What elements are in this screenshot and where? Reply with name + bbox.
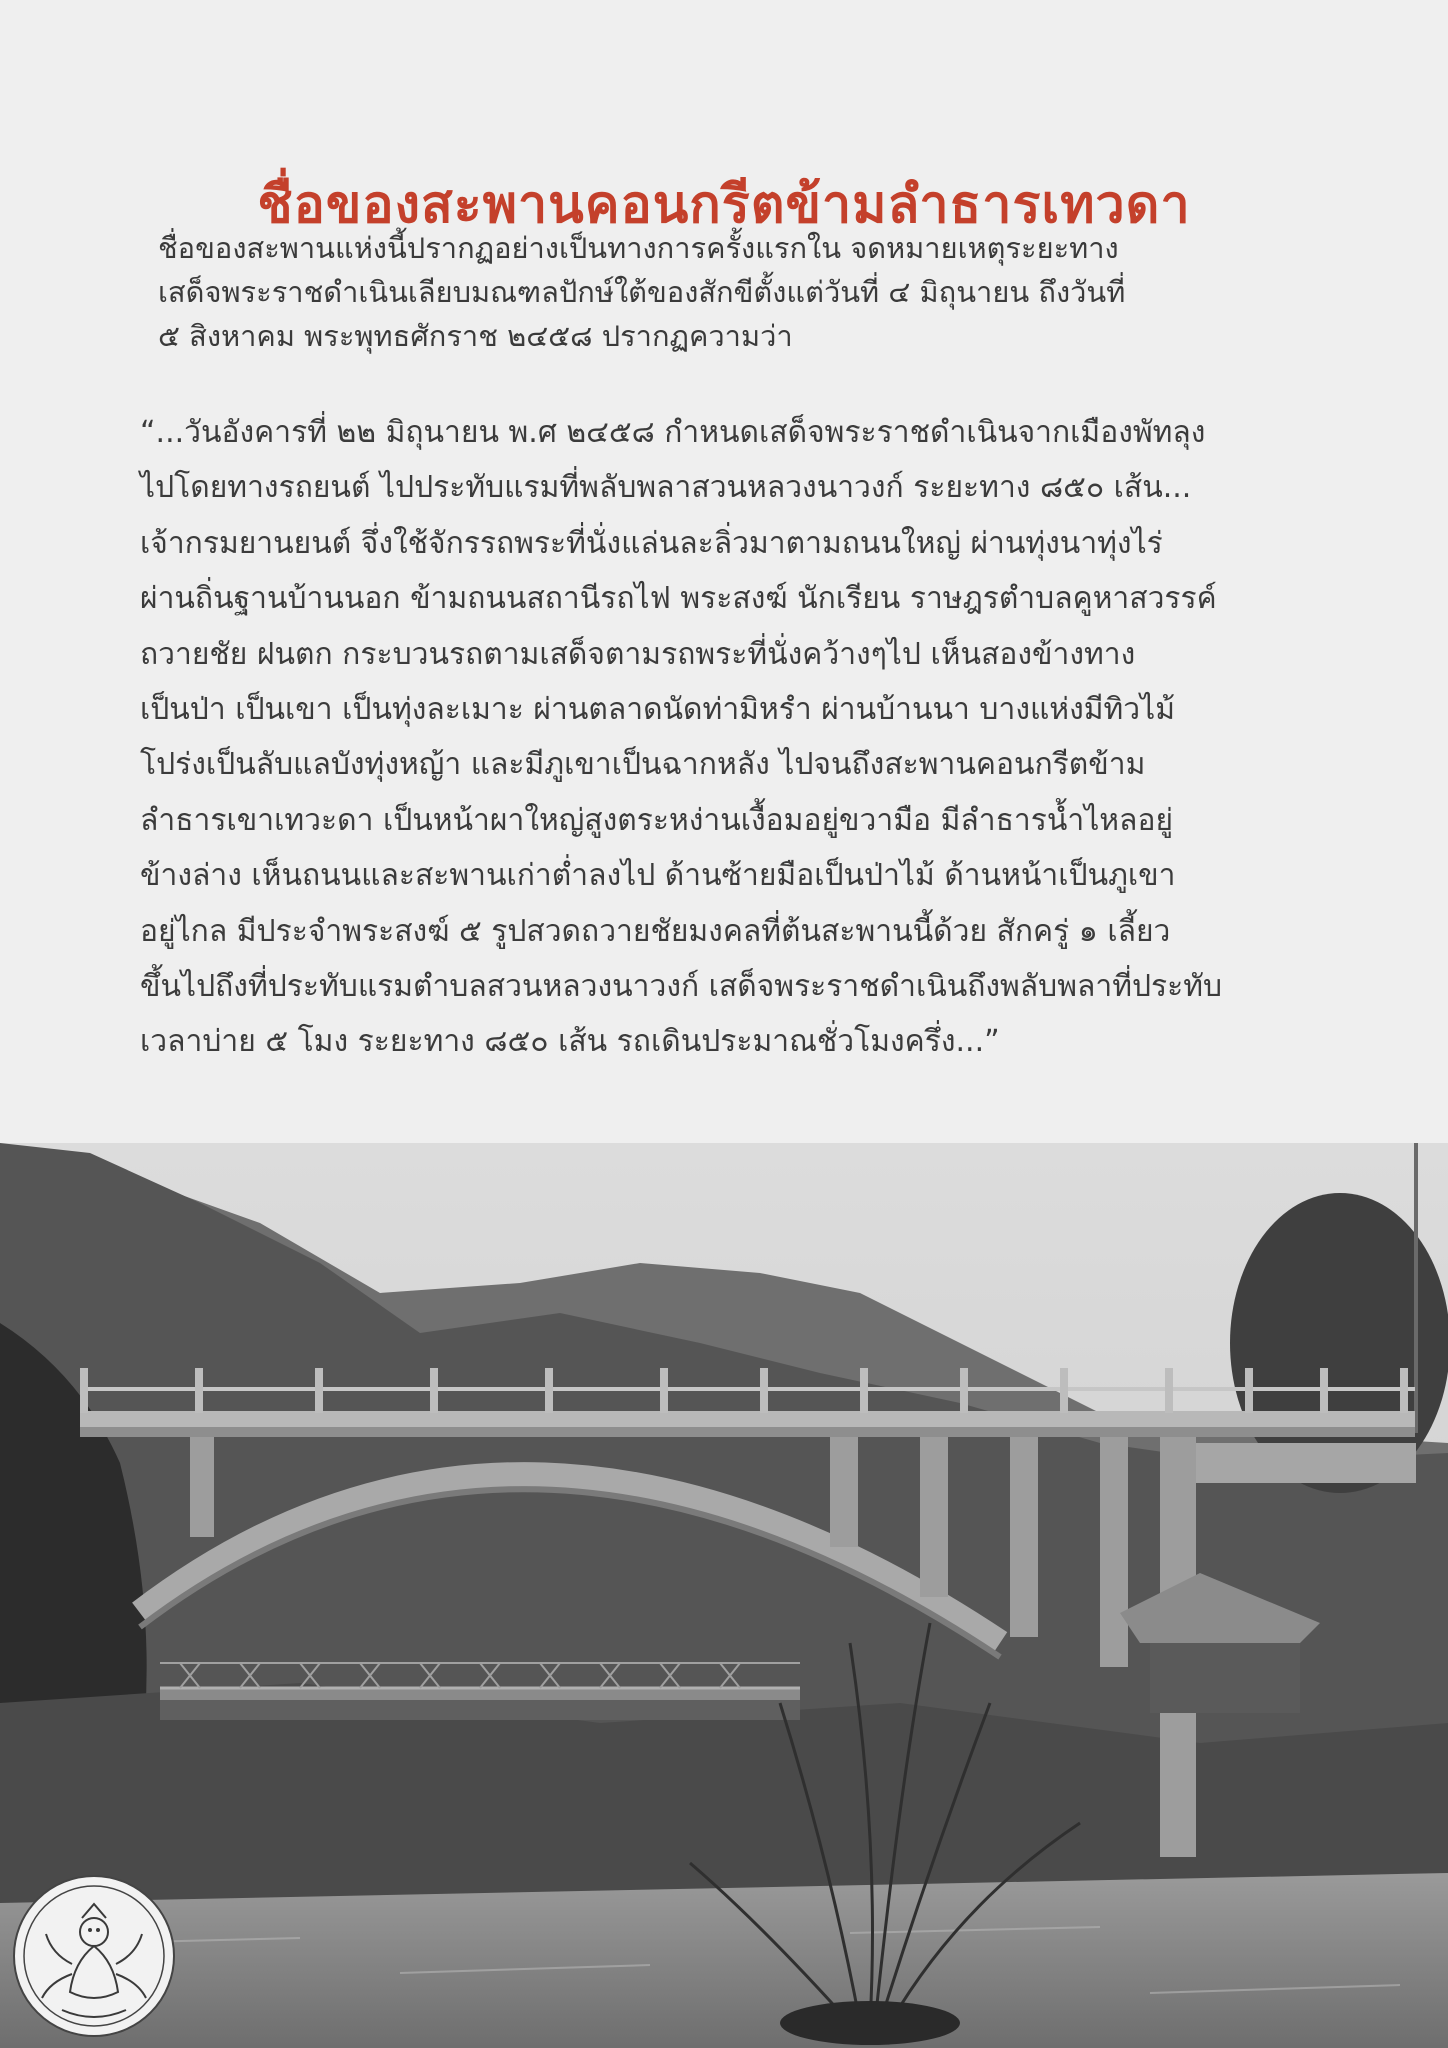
quote-line: อยู่ไกล มีประจำพระสงฆ์ ๕ รูปสวดถวายชัยมงคลที่ต้นสะพานนี้ด้วย สักครู่ ๑ เลี้ยว: [140, 913, 1171, 949]
quote-line: เป็นป่า เป็นเขา เป็นทุ่งละเมาะ ผ่านตลาดนัดท่ามิหรำ ผ่านบ้านนา บางแห่งมีทิวไม้: [140, 691, 1175, 727]
intro-line: ชื่อของสะพานแห่งนี้ปรากฏอย่างเป็นทางการครั้งแรกใน จดหมายเหตุระยะทาง: [158, 231, 1119, 265]
quote-line: ถวายชัย ฝนตก กระบวนรถตามเสด็จตามรถพระที่นั่งคว้างๆไป เห็นสองข้างทาง: [140, 636, 1136, 672]
quote-line: “...วันอังคารที่ ๒๒ มิถุนายน พ.ศ ๒๔๕๘ กำหนดเสด็จพระราชดำเนินจากเมืองพัทลุง: [140, 415, 1206, 450]
quote-line: เวลาบ่าย ๕ โมง ระยะทาง ๘๕๐ เส้น รถเดินประมาณชั่วโมงครึ่ง...”: [140, 1024, 1000, 1060]
intro-paragraph: [158, 226, 1318, 358]
quote-line: ข้างล่าง เห็นถนนและสะพานเก่าต่ำลงไป ด้านซ้ายมือเป็นป่าไม้ ด้านหน้าเป็นภูเขา: [140, 858, 1176, 894]
quote-line: ลำธารเขาเทวะดา เป็นหน้าผาใหญ่สูงตระหง่านเงื้อมอยู่ขวามือ มีลำธารน้ำไหลอยู่: [140, 802, 1174, 838]
intro-line: เสด็จพระราชดำเนินเลียบมณฑลปักษ์ใต้ของสักขีตั้งแต่วันที่ ๔ มิถุนายน ถึงวันที่: [158, 275, 1126, 309]
quote-line: โปร่งเป็นลับแลบังทุ่งหญ้า และมีภูเขาเป็นฉากหลัง ไปจนถึงสะพานคอนกรีตข้าม: [140, 747, 1146, 783]
quote-line: ผ่านถิ่นฐานบ้านนอก ข้ามถนนสถานีรถไฟ พระสงฆ์ นักเรียน ราษฎรตำบลคูหาสวรรค์: [140, 581, 1217, 617]
fine-arts-department-seal-icon: [12, 1874, 176, 2038]
page-title: ชื่อของสะพานคอนกรีตข้ามลำธารเทวดา: [257, 174, 1191, 235]
quote-line: เจ้ากรมยานยนต์ จึ่งใช้จักรรถพระที่นั่งแล่นละลิ่วมาตามถนนใหญ่ ผ่านทุ่งนาทุ่งไร่: [140, 525, 1163, 561]
quote-line: ไปโดยทางรถยนต์ ไปประทับแรมที่พลับพลาสวนหลวงนาวงก์ ระยะทาง ๘๕๐ เส้น...: [140, 470, 1192, 506]
intro-line: ๕ สิงหาคม พระพุทธศักราช ๒๔๕๘ ปรากฏความว่า: [158, 319, 793, 353]
bridge-photo: [0, 1143, 1448, 2048]
quote-paragraph: [140, 405, 1320, 1070]
quote-line: ขึ้นไปถึงที่ประทับแรมตำบลสวนหลวงนาวงก์ เสด็จพระราชดำเนินถึงพลับพลาที่ประทับ: [140, 968, 1223, 1004]
